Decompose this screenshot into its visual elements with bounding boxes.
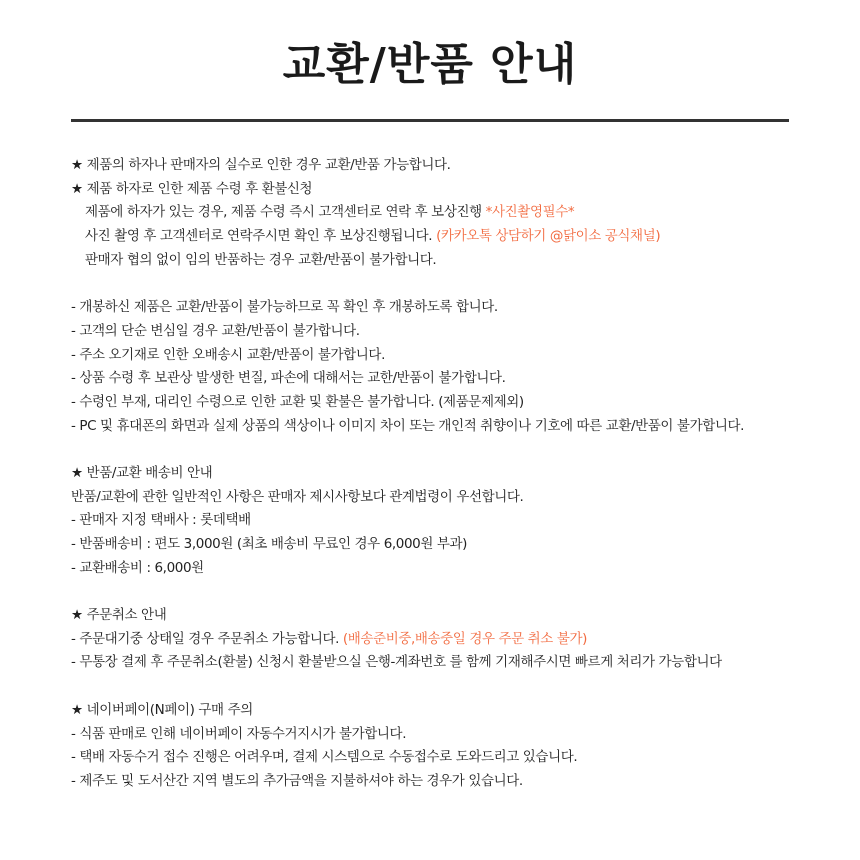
section-gap	[71, 580, 801, 604]
notice-content	[71, 154, 801, 794]
notice-line: - 주소 오기재로 인한 오배송시 교환/반품이 불가합니다.	[71, 346, 385, 363]
title-divider	[71, 119, 789, 122]
notice-line: - PC 및 휴대폰의 화면과 실제 상품의 색상이나 이미지 차이 또는 개인적 취향이나 기호에 따른 교환/반품이 불가합니다.	[71, 417, 745, 434]
notice-line: - 고객의 단순 변심일 경우 교환/반품이 불가합니다.	[71, 322, 360, 339]
notice-line: ★ 제품의 하자나 판매자의 실수로 인한 경우 교환/반품 가능합니다.	[71, 157, 451, 173]
notice-line	[71, 201, 801, 225]
notice-line: - 식품 판매로 인해 네이버페이 자동수거지시가 불가합니다.	[71, 725, 407, 742]
notice-line	[71, 628, 801, 652]
section-gap	[71, 675, 801, 699]
notice-text: 제품에 하자가 있는 경우, 제품 수령 즉시 고객센터로 연락 후 보상진행	[85, 204, 482, 221]
notice-line: ★ 주문취소 안내	[71, 607, 167, 624]
notice-line: 판매자 협의 없이 임의 반품하는 경우 교환/반품이 불가합니다.	[85, 251, 437, 268]
notice-line: ★ 제품 하자로 인한 제품 수령 후 환불신청	[71, 180, 313, 197]
section-shipping-fee	[71, 462, 801, 580]
notice-line: - 반품배송비 : 편도 3,000원 (최초 배송비 무료인 경우 6,000원 부과)	[71, 536, 468, 552]
section-return-restrictions	[71, 296, 801, 438]
notice-line: - 판매자 지정 택배사 : 롯데택배	[71, 512, 251, 529]
notice-line: ★ 네이버페이(N페이) 구매 주의	[71, 701, 253, 718]
notice-line: - 상품 수령 후 보관상 발생한 변질, 파손에 대해서는 교한/반품이 불가합니다.	[71, 370, 506, 387]
notice-line: ★ 반품/교환 배송비 안내	[71, 464, 213, 481]
notice-line: - 교환배송비 : 6,000원	[71, 559, 204, 576]
section-defect-return	[71, 154, 801, 272]
page-title: 교환/반품 안내	[282, 39, 578, 90]
section-gap	[71, 272, 801, 296]
notice-line: 반품/교환에 관한 일반적인 사항은 판매자 제시사항보다 관계법령이 우선합니다.	[71, 488, 524, 505]
notice-line: - 제주도 및 도서산간 지역 별도의 추가금액을 지불하셔야 하는 경우가 있습니다.	[71, 772, 523, 789]
notice-text: 사진 촬영 후 고객센터로 연락주시면 확인 후 보상진행됩니다.	[85, 228, 433, 245]
cancel-unavailable-note: (배송준비중,배송중일 경우 주문 취소 불가)	[342, 630, 587, 647]
notice-line: - 개봉하신 제품은 교환/반품이 불가능하므로 꼭 확인 후 개봉하도록 합니다.	[71, 299, 498, 316]
notice-line	[71, 225, 801, 249]
notice-line: - 택배 자동수거 접수 진행은 어려우며, 결제 시스템으로 수동접수로 도와드리고 있습니다.	[71, 749, 578, 766]
kakao-channel-note: (카카오톡 상담하기 @닭이소 공식채널)	[436, 228, 661, 245]
section-naverpay	[71, 699, 801, 794]
photo-required-note: *사진촬영필수*	[485, 204, 575, 221]
notice-text: - 주문대기중 상태일 경우 주문취소 가능합니다.	[71, 630, 339, 647]
notice-line: - 무통장 결제 후 주문취소(환불) 신청시 환불받으실 은행-계좌번호 를 함께 기재해주시면 빠르게 처리가 가능합니다	[71, 654, 722, 671]
notice-line: - 수령인 부재, 대리인 수령으로 인한 교환 및 환불은 불가합니다. (제품문제제외)	[71, 393, 524, 410]
section-gap	[71, 438, 801, 462]
section-order-cancel	[71, 604, 801, 675]
